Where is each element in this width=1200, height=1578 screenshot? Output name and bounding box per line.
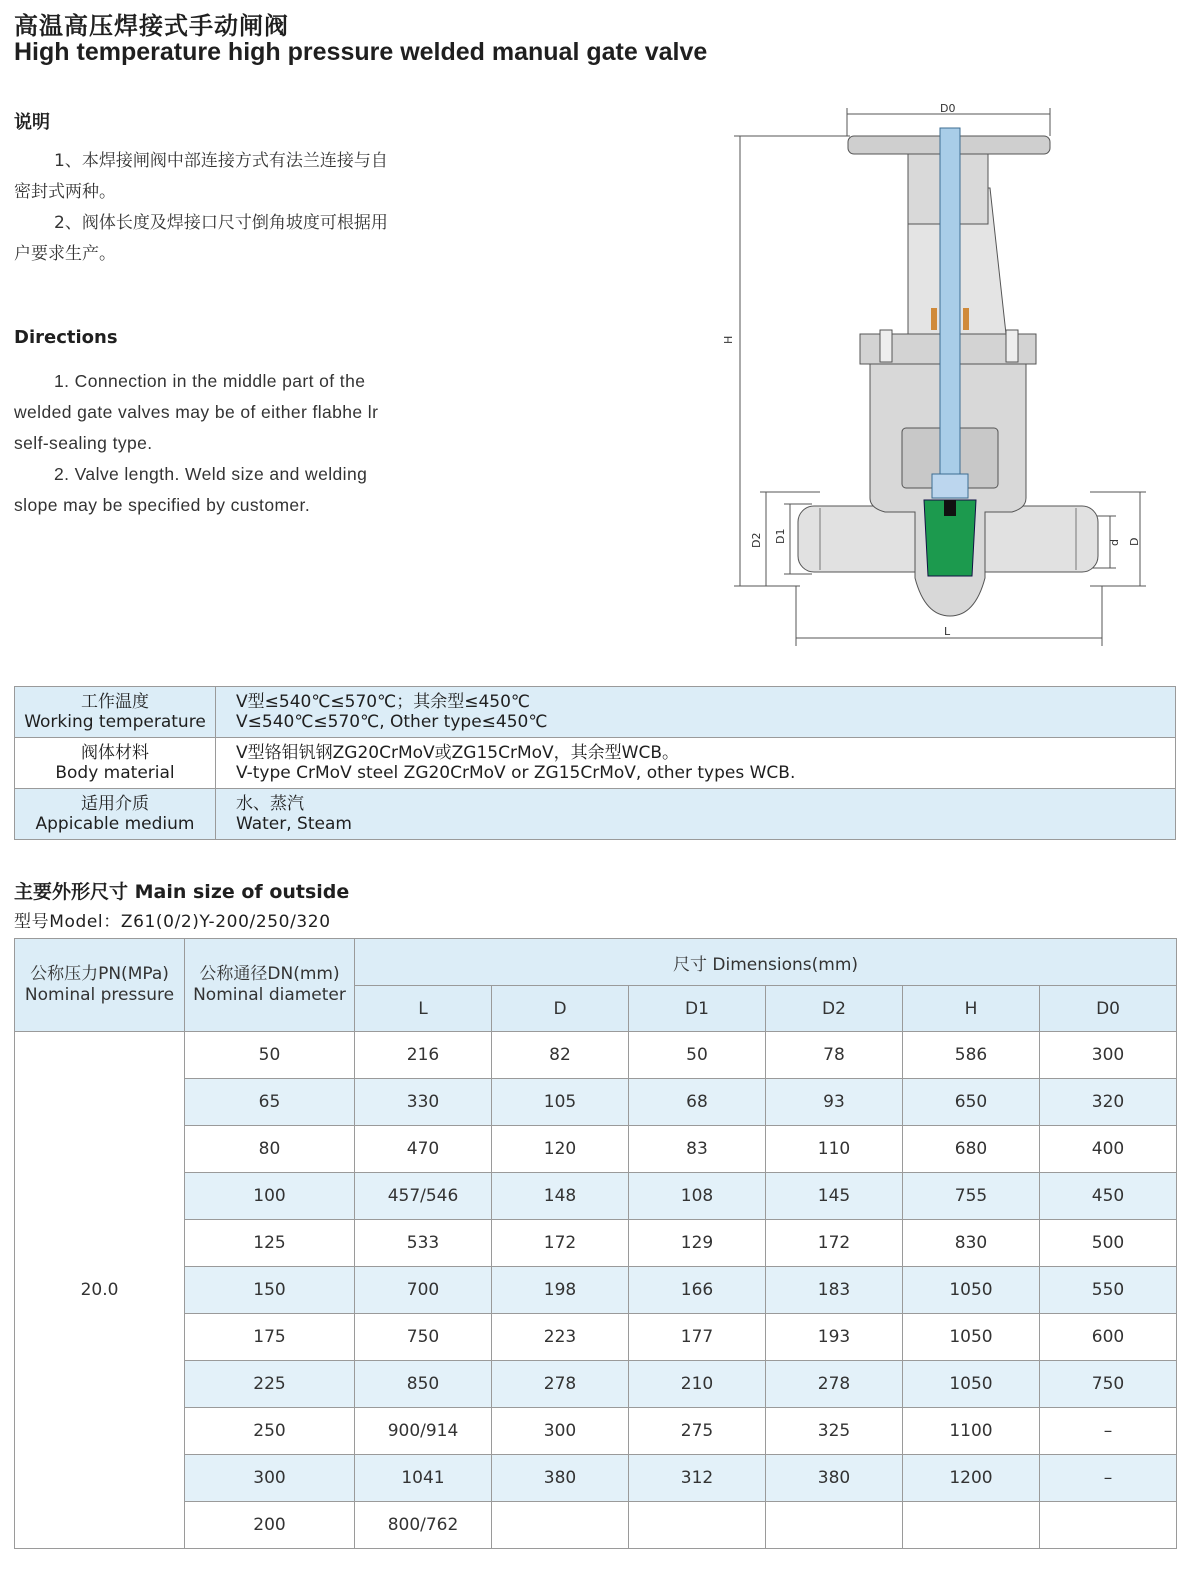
property-value-en: Water, Steam bbox=[236, 814, 352, 834]
table-row bbox=[15, 1455, 1177, 1502]
property-key-en: Body material bbox=[55, 763, 175, 783]
dimension-cell: 755 bbox=[903, 1173, 1040, 1220]
dimension-cell: 278 bbox=[492, 1361, 629, 1408]
table-row bbox=[15, 1032, 1177, 1079]
property-key bbox=[15, 738, 216, 789]
directions-heading: Directions bbox=[14, 327, 118, 348]
nominal-diameter-cell: 100 bbox=[185, 1173, 355, 1220]
stem-coupling bbox=[932, 474, 968, 498]
property-value-en: V≤540℃≤570℃, Other type≤450℃ bbox=[236, 712, 548, 732]
valve-drawing bbox=[720, 98, 1160, 653]
nominal-diameter-cell: 150 bbox=[185, 1267, 355, 1314]
dimension-cell: 586 bbox=[903, 1032, 1040, 1079]
dimension-cell: 129 bbox=[629, 1220, 766, 1267]
dimension-cell: 275 bbox=[629, 1408, 766, 1455]
dimension-cell: 148 bbox=[492, 1173, 629, 1220]
nominal-diameter-cell: 80 bbox=[185, 1126, 355, 1173]
dimension-cell: 312 bbox=[629, 1455, 766, 1502]
property-row bbox=[15, 789, 1176, 840]
header-pn-en: Nominal pressure bbox=[24, 985, 175, 1005]
dimension-cell: 320 bbox=[1040, 1079, 1177, 1126]
property-key-cn: 工作温度 bbox=[81, 692, 149, 712]
dimensions-table bbox=[14, 938, 1177, 1549]
dimension-cell bbox=[492, 1502, 629, 1549]
dimension-cell: 183 bbox=[766, 1267, 903, 1314]
dimension-cell: 166 bbox=[629, 1267, 766, 1314]
property-value-cn: 水、蒸汽 bbox=[236, 794, 304, 814]
nominal-pressure-cell: 20.0 bbox=[15, 1032, 185, 1549]
dimension-cell: 93 bbox=[766, 1079, 903, 1126]
dimension-cell: 172 bbox=[492, 1220, 629, 1267]
property-value-cn: V型铬钼钒钢ZG20CrMoV或ZG15CrMoV，其余型WCB。 bbox=[236, 743, 679, 763]
property-value bbox=[216, 789, 1176, 840]
packing-left bbox=[931, 308, 937, 330]
stem bbox=[940, 128, 960, 478]
dimension-cell: 800/762 bbox=[355, 1502, 492, 1549]
table-row bbox=[15, 1267, 1177, 1314]
dimension-cell: 193 bbox=[766, 1314, 903, 1361]
dimension-cell: 1050 bbox=[903, 1267, 1040, 1314]
label-h: H bbox=[722, 335, 735, 344]
subheader-3: D2 bbox=[766, 986, 903, 1032]
description-cn bbox=[14, 146, 404, 270]
table-row bbox=[15, 1502, 1177, 1549]
dimension-cell: 120 bbox=[492, 1126, 629, 1173]
dimension-cell: 680 bbox=[903, 1126, 1040, 1173]
property-key-en: Appicable medium bbox=[35, 814, 195, 834]
dimension-cell: 216 bbox=[355, 1032, 492, 1079]
property-value bbox=[216, 687, 1176, 738]
dimension-cell: 1050 bbox=[903, 1314, 1040, 1361]
label-d2: D2 bbox=[750, 532, 763, 548]
directions-item-1: 1. Connection in the middle part of the welded gate valves may be of either flabhe lr self-sealing type. bbox=[14, 371, 379, 453]
dimension-cell: 108 bbox=[629, 1173, 766, 1220]
dimension-cell: 470 bbox=[355, 1126, 492, 1173]
dimension-cell: 1200 bbox=[903, 1455, 1040, 1502]
property-value bbox=[216, 738, 1176, 789]
nominal-diameter-cell: 200 bbox=[185, 1502, 355, 1549]
property-key bbox=[15, 789, 216, 840]
dimension-cell: 172 bbox=[766, 1220, 903, 1267]
packing-right bbox=[963, 308, 969, 330]
table-row bbox=[15, 1173, 1177, 1220]
property-key bbox=[15, 687, 216, 738]
property-value-cn: V型≤540℃≤570℃；其余型≤450℃ bbox=[236, 692, 530, 712]
property-row bbox=[15, 738, 1176, 789]
dimension-cell: – bbox=[1040, 1408, 1177, 1455]
property-row bbox=[15, 687, 1176, 738]
description-cn-item-2: 2、阀体长度及焊接口尺寸倒角坡度可根据用户要求生产。 bbox=[14, 213, 388, 264]
properties-table bbox=[14, 686, 1176, 840]
label-dd: D bbox=[1128, 537, 1141, 546]
dimension-cell: 1050 bbox=[903, 1361, 1040, 1408]
description-heading-cn: 说明 bbox=[14, 112, 50, 133]
header-nominal-pressure bbox=[15, 939, 185, 1032]
header-dn-en: Nominal diameter bbox=[193, 985, 346, 1005]
dimension-cell: 750 bbox=[355, 1314, 492, 1361]
dimension-cell: 900/914 bbox=[355, 1408, 492, 1455]
property-value-en: V-type CrMoV steel ZG20CrMoV or ZG15CrMoV, other types WCB. bbox=[236, 763, 796, 783]
header-pn-cn: 公称压力PN(MPa) bbox=[30, 964, 169, 984]
dimension-cell: 210 bbox=[629, 1361, 766, 1408]
table-row bbox=[15, 1079, 1177, 1126]
nominal-diameter-cell: 175 bbox=[185, 1314, 355, 1361]
nominal-diameter-cell: 225 bbox=[185, 1361, 355, 1408]
dimension-cell: 110 bbox=[766, 1126, 903, 1173]
page-title-en: High temperature high pressure welded manual gate valve bbox=[14, 38, 708, 66]
directions-text bbox=[14, 366, 406, 521]
bolt-right bbox=[1006, 330, 1018, 362]
dimension-cell: 830 bbox=[903, 1220, 1040, 1267]
dimension-cell bbox=[766, 1502, 903, 1549]
subheader-0: L bbox=[355, 986, 492, 1032]
size-section-heading: 主要外形尺寸 Main size of outside bbox=[14, 881, 350, 903]
table-row bbox=[15, 1314, 1177, 1361]
dimension-cell: 850 bbox=[355, 1361, 492, 1408]
dimension-cell: 177 bbox=[629, 1314, 766, 1361]
dimension-cell: 198 bbox=[492, 1267, 629, 1314]
dimension-cell: 105 bbox=[492, 1079, 629, 1126]
nominal-diameter-cell: 300 bbox=[185, 1455, 355, 1502]
table-row bbox=[15, 1361, 1177, 1408]
dimension-cell: 68 bbox=[629, 1079, 766, 1126]
directions-item-2: 2. Valve length. Weld size and welding slope may be specified by customer. bbox=[14, 464, 368, 515]
dimension-cell: 78 bbox=[766, 1032, 903, 1079]
property-key-cn: 阀体材料 bbox=[81, 743, 149, 763]
table-row bbox=[15, 1220, 1177, 1267]
label-d: d bbox=[1108, 539, 1121, 546]
dimension-cell: 300 bbox=[492, 1408, 629, 1455]
dimension-cell: 330 bbox=[355, 1079, 492, 1126]
property-key-en: Working temperature bbox=[24, 712, 206, 732]
subheader-1: D bbox=[492, 986, 629, 1032]
page-title-cn: 高温高压焊接式手动闸阀 bbox=[14, 12, 289, 40]
table-row bbox=[15, 1126, 1177, 1173]
header-dimensions: 尺寸 Dimensions(mm) bbox=[355, 939, 1177, 986]
dimensions-body bbox=[15, 1032, 1177, 1549]
dimension-cell bbox=[903, 1502, 1040, 1549]
label-d1: D1 bbox=[774, 528, 787, 544]
description-cn-item-1: 1、本焊接闸阀中部连接方式有法兰连接与自密封式两种。 bbox=[14, 151, 388, 202]
dimension-cell: 750 bbox=[1040, 1361, 1177, 1408]
dimension-cell: 533 bbox=[355, 1220, 492, 1267]
dimension-cell: – bbox=[1040, 1455, 1177, 1502]
nominal-diameter-cell: 65 bbox=[185, 1079, 355, 1126]
nominal-diameter-cell: 125 bbox=[185, 1220, 355, 1267]
dimension-cell: 500 bbox=[1040, 1220, 1177, 1267]
label-l: L bbox=[944, 625, 951, 638]
nominal-diameter-cell: 250 bbox=[185, 1408, 355, 1455]
dimension-cell: 50 bbox=[629, 1032, 766, 1079]
dimension-cell: 700 bbox=[355, 1267, 492, 1314]
dimension-cell: 83 bbox=[629, 1126, 766, 1173]
dimension-cell: 325 bbox=[766, 1408, 903, 1455]
dimension-cell: 1041 bbox=[355, 1455, 492, 1502]
table-row bbox=[15, 1408, 1177, 1455]
nominal-diameter-cell: 50 bbox=[185, 1032, 355, 1079]
dimension-cell: 223 bbox=[492, 1314, 629, 1361]
bolt-left bbox=[880, 330, 892, 362]
dimension-cell: 450 bbox=[1040, 1173, 1177, 1220]
dimension-cell: 278 bbox=[766, 1361, 903, 1408]
dimension-cell bbox=[1040, 1502, 1177, 1549]
dimension-cell: 600 bbox=[1040, 1314, 1177, 1361]
dimension-cell: 1100 bbox=[903, 1408, 1040, 1455]
subheader-5: D0 bbox=[1040, 986, 1177, 1032]
dimension-cell: 300 bbox=[1040, 1032, 1177, 1079]
dimension-cell: 650 bbox=[903, 1079, 1040, 1126]
model-number: 型号Model：Z61(0/2)Y-200/250/320 bbox=[14, 912, 331, 932]
header-nominal-diameter bbox=[185, 939, 355, 1032]
dimension-cell: 380 bbox=[492, 1455, 629, 1502]
dimension-cell: 82 bbox=[492, 1032, 629, 1079]
dimension-cell: 400 bbox=[1040, 1126, 1177, 1173]
dimension-cell: 550 bbox=[1040, 1267, 1177, 1314]
subheader-4: H bbox=[903, 986, 1040, 1032]
label-d0: D0 bbox=[940, 102, 956, 115]
property-key-cn: 适用介质 bbox=[81, 794, 149, 814]
subheader-2: D1 bbox=[629, 986, 766, 1032]
dimension-cell: 380 bbox=[766, 1455, 903, 1502]
dimension-cell bbox=[629, 1502, 766, 1549]
header-dn-cn: 公称通径DN(mm) bbox=[199, 964, 340, 984]
dimension-cell: 145 bbox=[766, 1173, 903, 1220]
dimension-cell: 457/546 bbox=[355, 1173, 492, 1220]
